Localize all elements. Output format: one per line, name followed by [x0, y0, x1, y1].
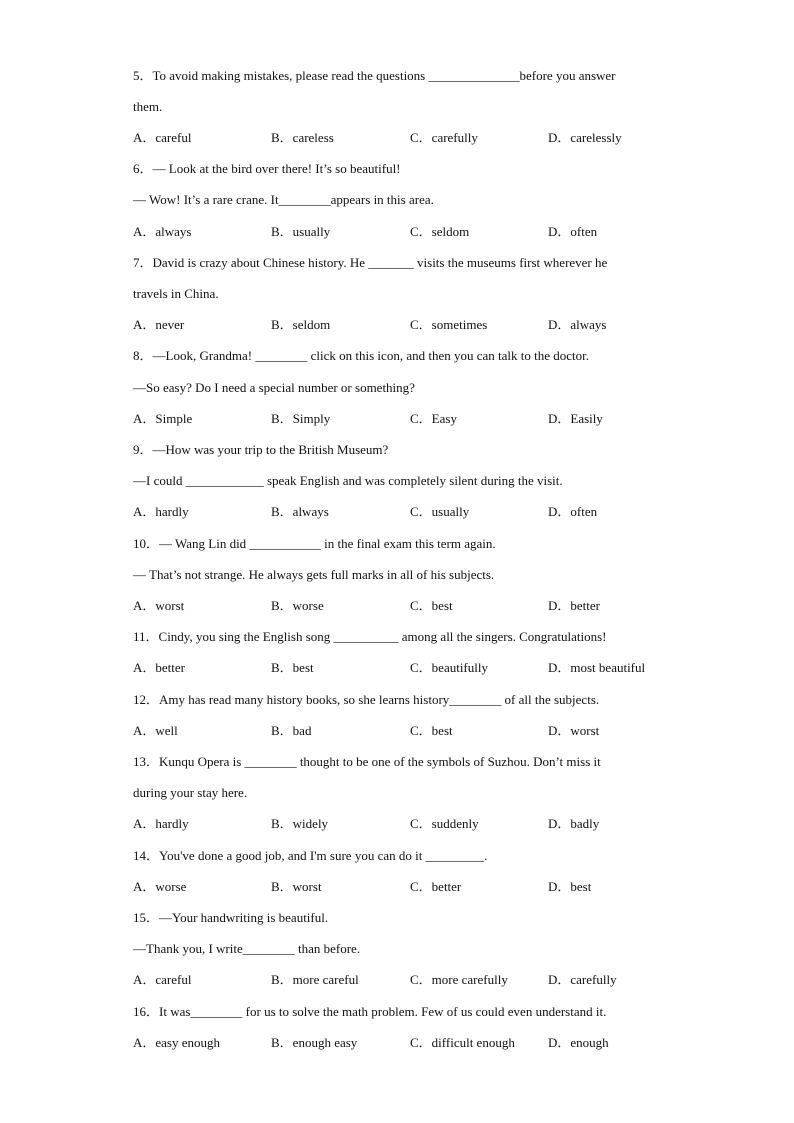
question-15-option-a: A．careful [133, 972, 192, 987]
question-15-option-d: D．carefully [548, 972, 617, 987]
question-12-option-b: B．bad [271, 723, 312, 738]
question-11-option-a: A．better [133, 660, 185, 675]
question-7-option-c: C．sometimes [410, 317, 488, 332]
question-14-option-d: D．best [548, 879, 592, 894]
question-7-option-d: D．always [548, 317, 607, 332]
question-13-option-b: B．widely [271, 816, 329, 831]
question-16-option-c: C．difficult enough [410, 1035, 515, 1050]
question-12-line-1: 12．Amy has read many history books, so she learns history________ of all the subjects. [133, 692, 600, 707]
question-10-option-a: A．worst [133, 598, 185, 613]
question-10-option-b: B．worse [271, 598, 324, 613]
question-14-option-c: C．better [410, 879, 462, 894]
question-9-line-2: —I could ____________ speak English and was completely silent during the visit. [133, 473, 563, 488]
question-14-option-b: B．worst [271, 879, 322, 894]
question-7-line-1: 7．David is crazy about Chinese history. He _______ visits the museums first wherever he [133, 255, 608, 270]
question-13-option-c: C．suddenly [410, 816, 479, 831]
question-13-line-2: during your stay here. [133, 785, 248, 800]
question-15-option-b: B．more careful [271, 972, 359, 987]
question-9-line-1: 9．—How was your trip to the British Museum? [133, 442, 389, 457]
question-11-option-d: D．most beautiful [548, 660, 646, 675]
question-6-line-1: 6．— Look at the bird over there! It’s so beautiful! [133, 161, 401, 176]
question-7-option-b: B．seldom [271, 317, 331, 332]
question-5-line-1: 5．To avoid making mistakes, please read the questions ______________before you answer [133, 68, 616, 83]
question-11-option-b: B．best [271, 660, 314, 675]
question-9-option-b: B．always [271, 504, 329, 519]
question-16-line-1: 16．It was________ for us to solve the math problem. Few of us could even understand it. [133, 1004, 607, 1019]
question-14-line-1: 14．You've done a good job, and I'm sure you can do it _________. [133, 848, 488, 863]
question-10-option-c: C．best [410, 598, 453, 613]
question-16-option-a: A．easy enough [133, 1035, 221, 1050]
question-13-line-1: 13．Kunqu Opera is ________ thought to be one of the symbols of Suzhou. Don’t miss it [133, 754, 601, 769]
question-15-option-c: C．more carefully [410, 972, 508, 987]
question-5-line-2: them. [133, 99, 163, 114]
question-8-option-b: B．Simply [271, 411, 331, 426]
question-6-line-2: — Wow! It’s a rare crane. It________appears in this area. [133, 192, 434, 207]
question-11-option-c: C．beautifully [410, 660, 488, 675]
question-15-line-1: 15．—Your handwriting is beautiful. [133, 910, 329, 925]
question-9-option-d: D．often [548, 504, 598, 519]
question-14-option-a: A．worse [133, 879, 187, 894]
question-8-line-2: —So easy? Do I need a special number or something? [133, 380, 415, 395]
question-12-option-c: C．best [410, 723, 453, 738]
question-5-option-d: D．carelessly [548, 130, 622, 145]
question-9-option-c: C．usually [410, 504, 470, 519]
question-5-option-b: B．careless [271, 130, 334, 145]
question-10-option-d: D．better [548, 598, 600, 613]
question-16-option-b: B．enough easy [271, 1035, 358, 1050]
question-12-option-d: D．worst [548, 723, 600, 738]
question-8-option-d: D．Easily [548, 411, 603, 426]
question-13-option-d: D．badly [548, 816, 600, 831]
question-5-option-c: C．carefully [410, 130, 478, 145]
question-7-option-a: A．never [133, 317, 185, 332]
question-16-option-d: D．enough [548, 1035, 609, 1050]
question-15-line-2: —Thank you, I write________ than before. [133, 941, 361, 956]
question-13-option-a: A．hardly [133, 816, 189, 831]
question-11-line-1: 11．Cindy, you sing the English song __________ among all the singers. Congratulations! [133, 629, 607, 644]
question-7-line-2: travels in China. [133, 286, 219, 301]
question-12-option-a: A．well [133, 723, 178, 738]
question-6-option-b: B．usually [271, 224, 331, 239]
question-8-option-a: A．Simple [133, 411, 193, 426]
question-6-option-c: C．seldom [410, 224, 470, 239]
question-6-option-a: A．always [133, 224, 192, 239]
question-6-option-d: D．often [548, 224, 598, 239]
question-9-option-a: A．hardly [133, 504, 189, 519]
question-10-line-1: 10．— Wang Lin did ___________ in the final exam this term again. [133, 536, 496, 551]
question-8-line-1: 8．—Look, Grandma! ________ click on this icon, and then you can talk to the doctor. [133, 348, 589, 363]
question-10-line-2: — That’s not strange. He always gets full marks in all of his subjects. [133, 567, 495, 582]
question-8-option-c: C．Easy [410, 411, 457, 426]
question-5-option-a: A．careful [133, 130, 192, 145]
